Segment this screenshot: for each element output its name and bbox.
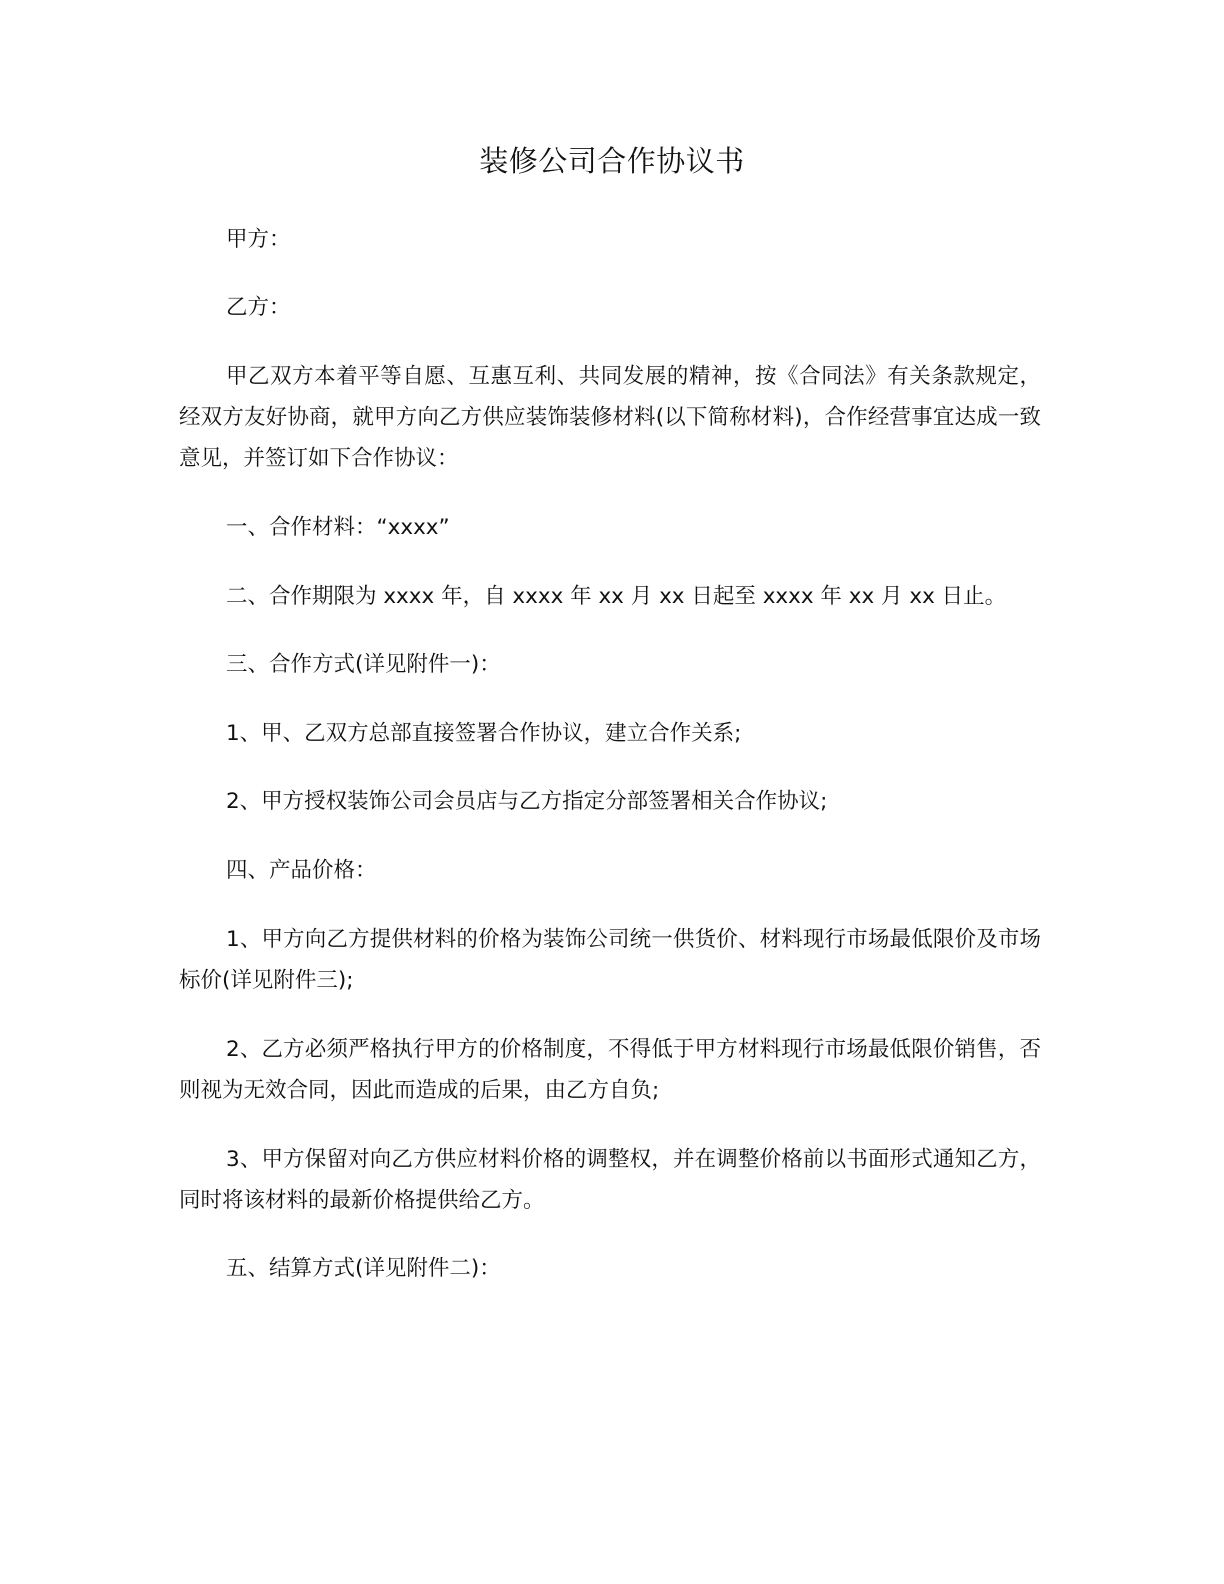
clause-3-item-2: 2、甲方授权装饰公司会员店与乙方指定分部签署相关合作协议;	[226, 789, 828, 814]
clause-4-product-price: 四、产品价格：	[226, 858, 377, 883]
clause-4-item-3: 3、甲方保留对向乙方供应材料价格的调整权，并在调整价格前以书面形式通知乙方，同时将该材料的最新价格提供给乙方。	[179, 1147, 1041, 1213]
clause-3-cooperation-method: 三、合作方式(详见附件一)：	[226, 652, 501, 677]
clause-5-settlement-method: 五、结算方式(详见附件二)：	[226, 1256, 501, 1281]
clause-1-materials: 一、合作材料：“xxxx”	[226, 515, 450, 540]
clause-3-item-1: 1、甲、乙双方总部直接签署合作协议，建立合作关系;	[226, 721, 742, 746]
preamble-paragraph: 甲乙双方本着平等自愿、互惠互利、共同发展的精神，按《合同法》有关条款规定，经双方友好协商，就甲方向乙方供应装饰装修材料(以下简称材料)，合作经营事宜达成一致意见，并签订如下合作协议：	[179, 364, 1041, 471]
clause-4-item-1: 1、甲方向乙方提供材料的价格为装饰公司统一供货价、材料现行市场最低限价及市场标价(详见附件三);	[179, 927, 1041, 993]
clause-2-term: 二、合作期限为 xxxx 年，自 xxxx 年 xx 月 xx 日起至 xxxx 年 xx 月 xx 日止。	[226, 584, 1007, 609]
clause-4-item-2: 2、乙方必须严格执行甲方的价格制度，不得低于甲方材料现行市场最低限价销售，否则视为无效合同，因此而造成的后果，由乙方自负;	[179, 1037, 1041, 1103]
party-b-line: 乙方：	[226, 295, 291, 320]
party-a-line: 甲方：	[226, 227, 291, 252]
document-title: 装修公司合作协议书	[479, 144, 745, 178]
